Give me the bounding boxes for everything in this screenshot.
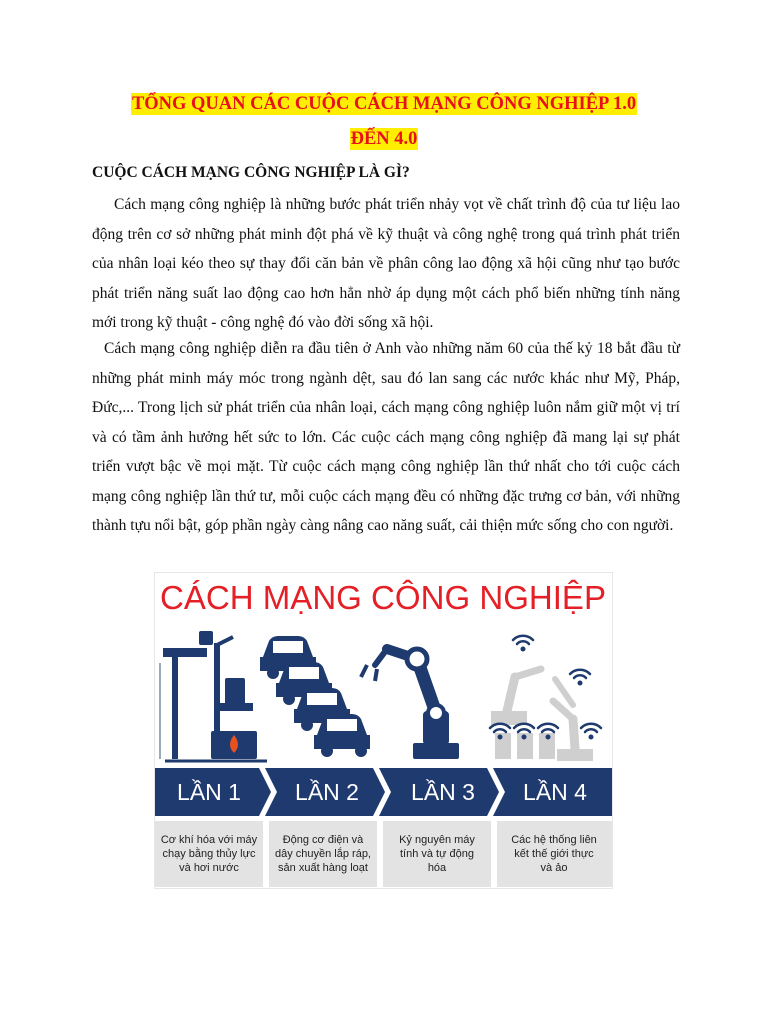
stage-label-1: LẦN 1: [177, 779, 241, 805]
stage-label-4: LẦN 4: [523, 779, 587, 805]
document-title-line2: [0, 129, 768, 150]
stage-desc-1-line1: Cơ khí hóa với máy: [160, 834, 258, 846]
industrial-revolution-infographic: [155, 573, 612, 888]
title-text-1: TỔNG QUAN CÁC CUỘC CÁCH MẠNG CÔNG NGHIỆP 1.0: [131, 94, 637, 114]
paragraph-1: Cách mạng công nghiệp là những bước phát triển nhảy vọt về chất trình độ của tư liệu lao động trên cơ sở những phát minh đột phá về kỹ thuật và công nghệ trong quá trình phát triển của nhân loại kéo theo sự thay đổi căn bản về phân công lao động xã hội cũng như tạo bước phát triển năng suất lao động cao hơn hẳn nhờ áp dụng một cách phổ biến những tính năng mới trong kỹ thuật - công nghệ đó vào đời sống xã hội.: [92, 196, 680, 331]
document-title-line1: [0, 94, 768, 115]
stage-desc-4-line3: và ảo: [540, 862, 568, 874]
stage-desc-2-line3: sản xuất hàng loạt: [278, 862, 368, 874]
stage-desc-3-line3: hóa: [427, 862, 447, 874]
car-icon: [260, 636, 370, 757]
stage-desc-4-line1: Các hệ thống liên: [511, 834, 597, 846]
stage-desc-3-line2: tính và tự động: [399, 848, 475, 860]
stage-label-3: LẦN 3: [411, 779, 475, 805]
stage-desc-3-line1: Kỷ nguyên máy: [399, 834, 475, 846]
infographic-svg: [155, 573, 612, 888]
stage-desc-1-line2: chạy bằng thủy lực: [162, 848, 256, 860]
paragraph-2: Cách mạng công nghiệp diễn ra đầu tiên ở Anh vào những năm 60 của thế kỷ 18 bắt đầu từ những phát minh máy móc trong ngành dệt, sau đó lan sang các nước khác như Mỹ, Pháp, Đức,... Trong lịch sử phát triển của nhân loại, cách mạng công nghiệp luôn nắm giữ một vị trí và có tầm ảnh hưởng hết sức to lớn. Các cuộc cách mạng công nghiệp đã mang lại sự phát triển vượt bậc về mọi mặt. Từ cuộc cách mạng công nghiệp lần thứ nhất cho tới cuộc cách mạng công nghiệp lần thứ tư, mỗi cuộc cách mạng đều có những đặc trưng cơ bản, với những thành tựu nổi bật, góp phần ngày càng nâng cao năng suất, cải thiện mức sống cho con người.: [92, 340, 680, 534]
section-heading: CUỘC CÁCH MẠNG CÔNG NGHIỆP LÀ GÌ?: [92, 164, 410, 181]
stage-desc-2-line1: Động cơ điện và: [282, 834, 364, 846]
oil-derrick-icon: [160, 631, 267, 761]
stage-desc-1-line3: và hơi nước: [179, 862, 239, 874]
infographic-title: CÁCH MẠNG CÔNG NGHIỆP: [160, 579, 606, 616]
robotic-arm-icon: [361, 649, 459, 759]
stage-desc-2-line2: dây chuyền lắp ráp,: [274, 848, 372, 860]
stage-desc-4-line2: kết thế giới thực: [514, 848, 594, 860]
title-text-2: ĐẾN 4.0: [350, 129, 418, 149]
stage-label-2: LẦN 2: [295, 779, 359, 805]
